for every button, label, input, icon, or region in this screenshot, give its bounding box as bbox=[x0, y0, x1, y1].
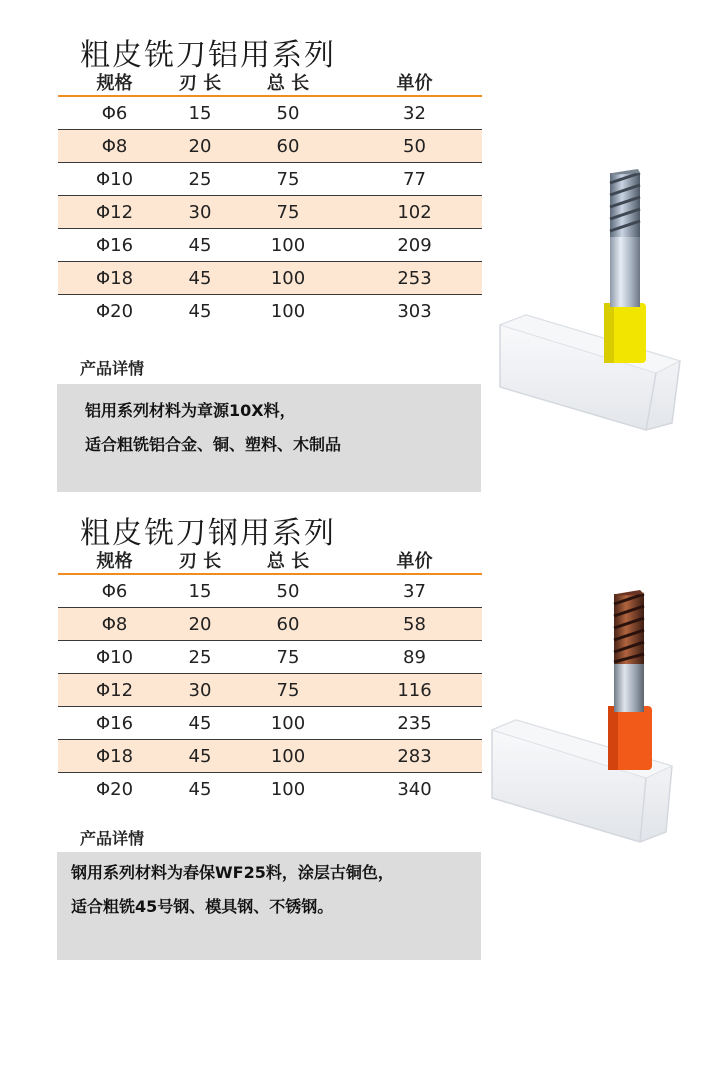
cell-total-length: 100 bbox=[270, 779, 306, 800]
header-total-length: 总 长 bbox=[266, 550, 310, 572]
cell-price: 116 bbox=[397, 679, 432, 701]
header-total-length: 总 长 bbox=[266, 72, 310, 94]
cell-price: 89 bbox=[403, 646, 426, 668]
cell-price: 209 bbox=[397, 234, 432, 256]
steel-end-mill-image bbox=[490, 588, 680, 858]
cell-blade-length: 25 bbox=[188, 168, 212, 190]
cell-total-length: 100 bbox=[270, 234, 306, 256]
cell-price: 37 bbox=[403, 580, 426, 602]
cell-blade-length: 45 bbox=[188, 779, 212, 800]
detail-label: 产品详情 bbox=[80, 829, 145, 848]
detail-line: 铝用系列材料为章源10X料， bbox=[85, 401, 296, 420]
table-row bbox=[58, 707, 482, 740]
cell-spec: Φ6 bbox=[101, 580, 128, 602]
cell-total-length: 75 bbox=[276, 168, 300, 190]
header-spec: 规格 bbox=[96, 72, 133, 94]
table-header bbox=[58, 68, 482, 97]
table-row bbox=[58, 674, 482, 707]
cell-price: 253 bbox=[397, 267, 432, 289]
cell-price: 58 bbox=[403, 613, 426, 635]
price-table bbox=[58, 546, 482, 806]
cell-total-length: 100 bbox=[270, 301, 306, 322]
header-blade-length: 刃 长 bbox=[178, 550, 222, 572]
table-header bbox=[58, 546, 482, 575]
section-title: 粗皮铣刀钢用系列 bbox=[80, 516, 336, 551]
cell-spec: Φ20 bbox=[95, 301, 134, 322]
cell-price: 77 bbox=[403, 168, 426, 190]
table-row bbox=[58, 196, 482, 229]
cell-spec: Φ10 bbox=[95, 168, 134, 190]
cell-total-length: 60 bbox=[276, 135, 300, 157]
table-row bbox=[58, 229, 482, 262]
header-spec: 规格 bbox=[96, 550, 133, 572]
cell-blade-length: 20 bbox=[188, 135, 212, 157]
cell-price: 283 bbox=[397, 745, 432, 767]
table-row bbox=[58, 295, 482, 328]
cell-blade-length: 30 bbox=[188, 679, 212, 701]
table-row bbox=[58, 97, 482, 130]
cell-spec: Φ20 bbox=[95, 779, 134, 800]
cell-total-length: 60 bbox=[276, 613, 300, 635]
table-row bbox=[58, 608, 482, 641]
cell-blade-length: 45 bbox=[188, 745, 212, 767]
table-row bbox=[58, 163, 482, 196]
detail-line: 适合粗铣45号钢、模具钢、不锈钢。 bbox=[71, 897, 334, 916]
table-row bbox=[58, 262, 482, 295]
cell-spec: Φ12 bbox=[95, 679, 134, 701]
header-unit-price: 单价 bbox=[396, 550, 433, 572]
table-row bbox=[58, 773, 482, 806]
table-row bbox=[58, 130, 482, 163]
cell-price: 303 bbox=[397, 301, 432, 322]
cell-blade-length: 15 bbox=[188, 580, 212, 602]
cell-spec: Φ12 bbox=[95, 201, 134, 223]
cell-price: 50 bbox=[403, 135, 426, 157]
cell-spec: Φ18 bbox=[95, 745, 134, 767]
cell-total-length: 75 bbox=[276, 646, 300, 668]
cell-spec: Φ10 bbox=[95, 646, 134, 668]
cell-spec: Φ16 bbox=[95, 234, 134, 256]
detail-box bbox=[57, 852, 481, 960]
cell-price: 102 bbox=[397, 201, 432, 223]
price-table bbox=[58, 68, 482, 328]
table-row bbox=[58, 740, 482, 773]
detail-line: 钢用系列材料为春保WF25料，涂层古铜色， bbox=[71, 863, 394, 882]
cell-total-length: 75 bbox=[276, 201, 300, 223]
cell-blade-length: 45 bbox=[188, 301, 212, 322]
cell-total-length: 100 bbox=[270, 267, 306, 289]
cell-total-length: 75 bbox=[276, 679, 300, 701]
cell-total-length: 100 bbox=[270, 745, 306, 767]
detail-box bbox=[57, 384, 481, 492]
section-title: 粗皮铣刀铝用系列 bbox=[80, 38, 336, 73]
cell-blade-length: 45 bbox=[188, 267, 212, 289]
header-unit-price: 单价 bbox=[396, 72, 433, 94]
cell-blade-length: 45 bbox=[188, 712, 212, 734]
cell-spec: Φ16 bbox=[95, 712, 134, 734]
cell-blade-length: 15 bbox=[188, 102, 212, 124]
cell-blade-length: 25 bbox=[188, 646, 212, 668]
cell-total-length: 100 bbox=[270, 712, 306, 734]
cell-spec: Φ8 bbox=[101, 613, 128, 635]
cell-total-length: 50 bbox=[276, 102, 300, 124]
header-blade-length: 刃 长 bbox=[178, 72, 222, 94]
cell-price: 235 bbox=[397, 712, 432, 734]
cell-spec: Φ8 bbox=[101, 135, 128, 157]
cell-spec: Φ18 bbox=[95, 267, 134, 289]
cell-price: 340 bbox=[397, 779, 432, 800]
cell-blade-length: 20 bbox=[188, 613, 212, 635]
aluminum-end-mill-image bbox=[496, 165, 686, 435]
table-row bbox=[58, 575, 482, 608]
detail-line: 适合粗铣铝合金、铜、塑料、木制品 bbox=[85, 435, 342, 454]
cell-blade-length: 30 bbox=[188, 201, 212, 223]
cell-spec: Φ6 bbox=[101, 102, 128, 124]
cell-price: 32 bbox=[403, 102, 426, 124]
detail-label: 产品详情 bbox=[80, 359, 145, 378]
cell-total-length: 50 bbox=[276, 580, 300, 602]
table-row bbox=[58, 641, 482, 674]
cell-blade-length: 45 bbox=[188, 234, 212, 256]
